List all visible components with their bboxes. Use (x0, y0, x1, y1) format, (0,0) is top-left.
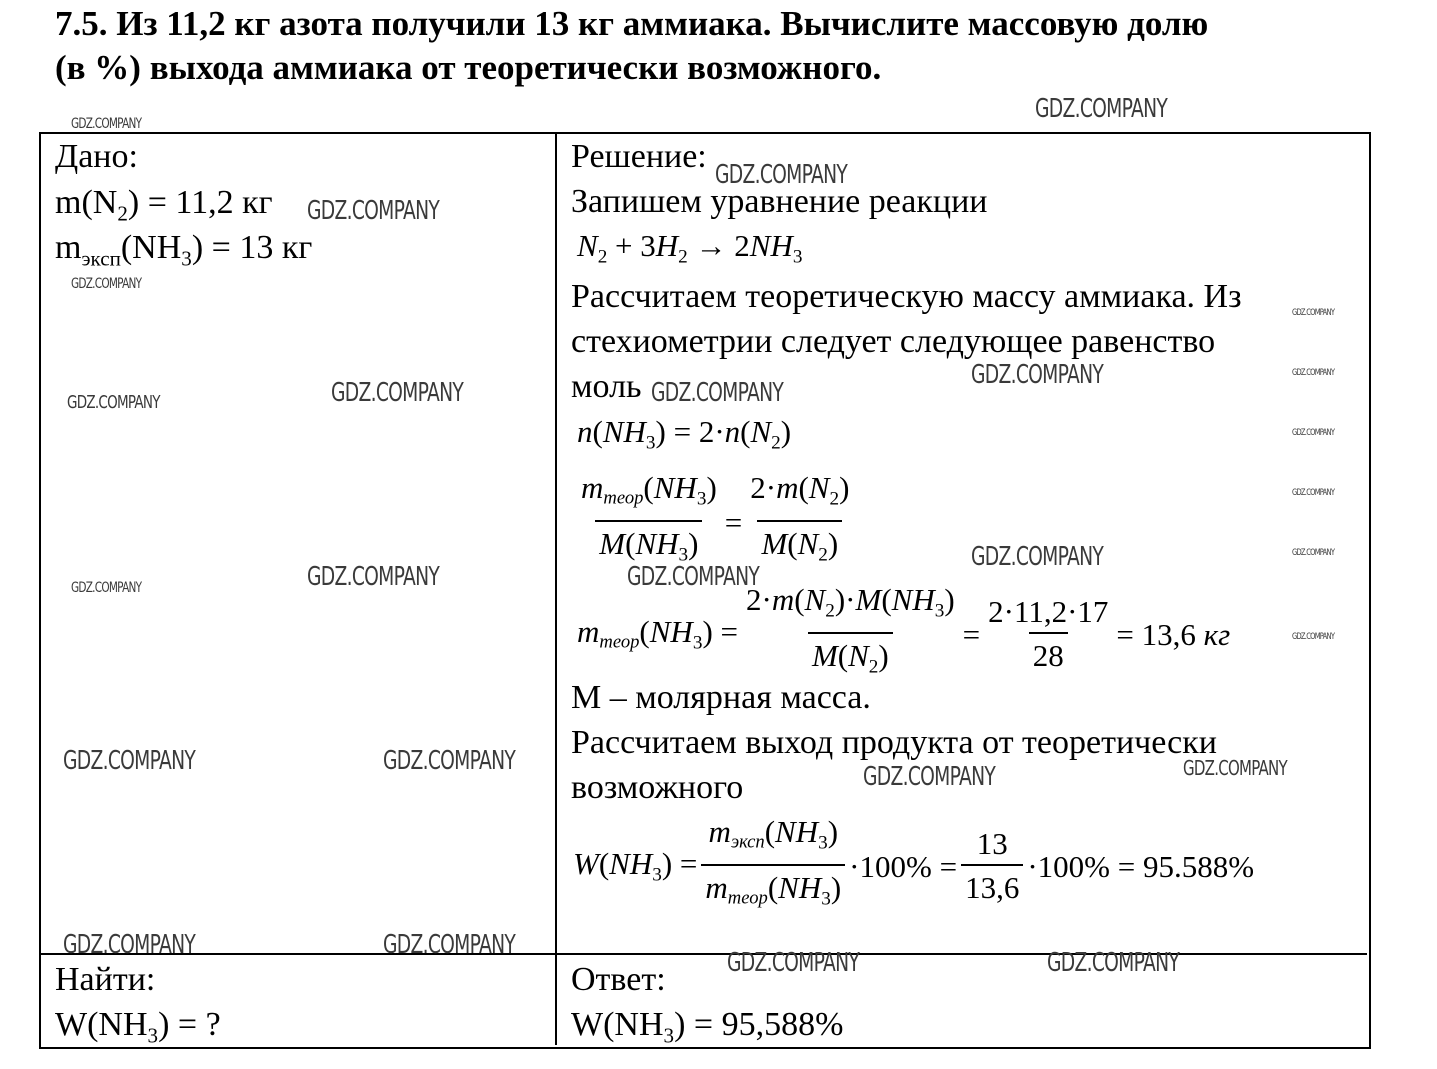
watermark: GDZ.COMPANY (1292, 632, 1335, 642)
watermark: GDZ.COMPANY (1292, 548, 1335, 558)
solution-step-2-line-3: моль (571, 368, 642, 405)
watermark: GDZ.COMPANY (971, 542, 1104, 572)
watermark: GDZ.COMPANY (1292, 308, 1335, 318)
watermark: GDZ.COMPANY (331, 378, 464, 408)
watermark: GDZ.COMPANY (1047, 948, 1180, 978)
watermark: GDZ.COMPANY (715, 160, 848, 190)
problem-line-1: 7.5. Из 11,2 кг азота получили 13 кг аммиака. Вычислите массовую долю (55, 4, 1209, 43)
watermark: GDZ.COMPANY (971, 360, 1104, 390)
mole-ratio-formula: $\frac{mтеор(NH_3)}{M(NH_3)}$ = $\frac{2\cdot m(N_2)}{M(N_2)}$ (573, 468, 857, 577)
solution-heading: Решение: (571, 138, 707, 175)
answer-heading: Ответ: (571, 961, 666, 998)
answer-value: $W(NH_3) = 95,588\%$ (571, 1006, 844, 1048)
watermark: GDZ.COMPANY (307, 562, 440, 592)
molar-mass-definition: M – молярная масса. (571, 679, 871, 716)
watermark: GDZ.COMPANY (383, 930, 516, 960)
find-value: $W(NH_3)$ = ? (55, 1006, 221, 1048)
theoretical-mass-formula: $mтеор(NH_3)$ = $\frac{2\cdot m(N_2)\cdot M(NH_3)}{M(N_2)}$ = $\frac{2\cdot 11,2\cdot 17}{28}$ = 13,6 кг (577, 580, 1230, 689)
watermark: GDZ.COMPANY (63, 930, 196, 960)
watermark: GDZ.COMPANY (71, 116, 142, 132)
watermark: GDZ.COMPANY (71, 580, 142, 596)
f4-result: ·100% = 95.588% (1027, 848, 1255, 884)
watermark: GDZ.COMPANY (1183, 756, 1287, 780)
watermark: GDZ.COMPANY (727, 948, 860, 978)
f4-denominator: 13,6 (961, 864, 1023, 910)
watermark: GDZ.COMPANY (63, 746, 196, 776)
watermark: GDZ.COMPANY (651, 378, 784, 408)
watermark: GDZ.COMPANY (1035, 94, 1168, 124)
reaction-equation: $N_2 + 3H_2 \to 2NH_3$ (577, 228, 803, 268)
solution-step-3-line-2: возможного (571, 769, 744, 806)
f3-numerator: 2·11,2·17 (988, 593, 1109, 629)
column-divider (555, 132, 557, 1045)
watermark: GDZ.COMPANY (1292, 428, 1335, 438)
given-heading: Дано: (55, 138, 138, 175)
mole-equation: $n(NH_3) = 2\cdot n(N_2)$ (577, 414, 792, 454)
given-mass-nh3: $m_{эксп}(NH_3) = 13$ кг (55, 229, 313, 271)
watermark: GDZ.COMPANY (307, 196, 440, 226)
solution-step-2-line-1: Рассчитаем теоретическую массу аммиака. Из (571, 278, 1242, 315)
watermark: GDZ.COMPANY (1292, 488, 1335, 498)
watermark: GDZ.COMPANY (383, 746, 516, 776)
problem-statement (55, 2, 1375, 90)
watermark: GDZ.COMPANY (67, 392, 160, 413)
solution-step-1: Запишем уравнение реакции (571, 183, 988, 220)
watermark: GDZ.COMPANY (71, 276, 142, 292)
problem-line-2: (в %) выхода аммиака от теоретически возможного. (55, 48, 882, 87)
yield-formula: $W(NH_3)$ = $\frac{mэксп(NH_3)}{mтеор(NH_3)}$ ·100% = $\frac{13}{13,6}$ ·100% = 95.588% (573, 812, 1254, 921)
watermark: GDZ.COMPANY (627, 562, 760, 592)
find-heading: Найти: (55, 961, 156, 998)
watermark: GDZ.COMPANY (863, 762, 996, 792)
given-mass-n2: $m(N_2) = 11,2$ кг (55, 184, 273, 226)
f4-numerator: 13 (976, 825, 1008, 861)
watermark: GDZ.COMPANY (1292, 368, 1335, 378)
f3-denominator: 28 (1029, 632, 1068, 678)
solution-step-3-line-1: Рассчитаем выход продукта от теоретически (571, 724, 1217, 761)
solution-step-2-line-2: стехиометрии следует следующее равенство (571, 323, 1216, 360)
